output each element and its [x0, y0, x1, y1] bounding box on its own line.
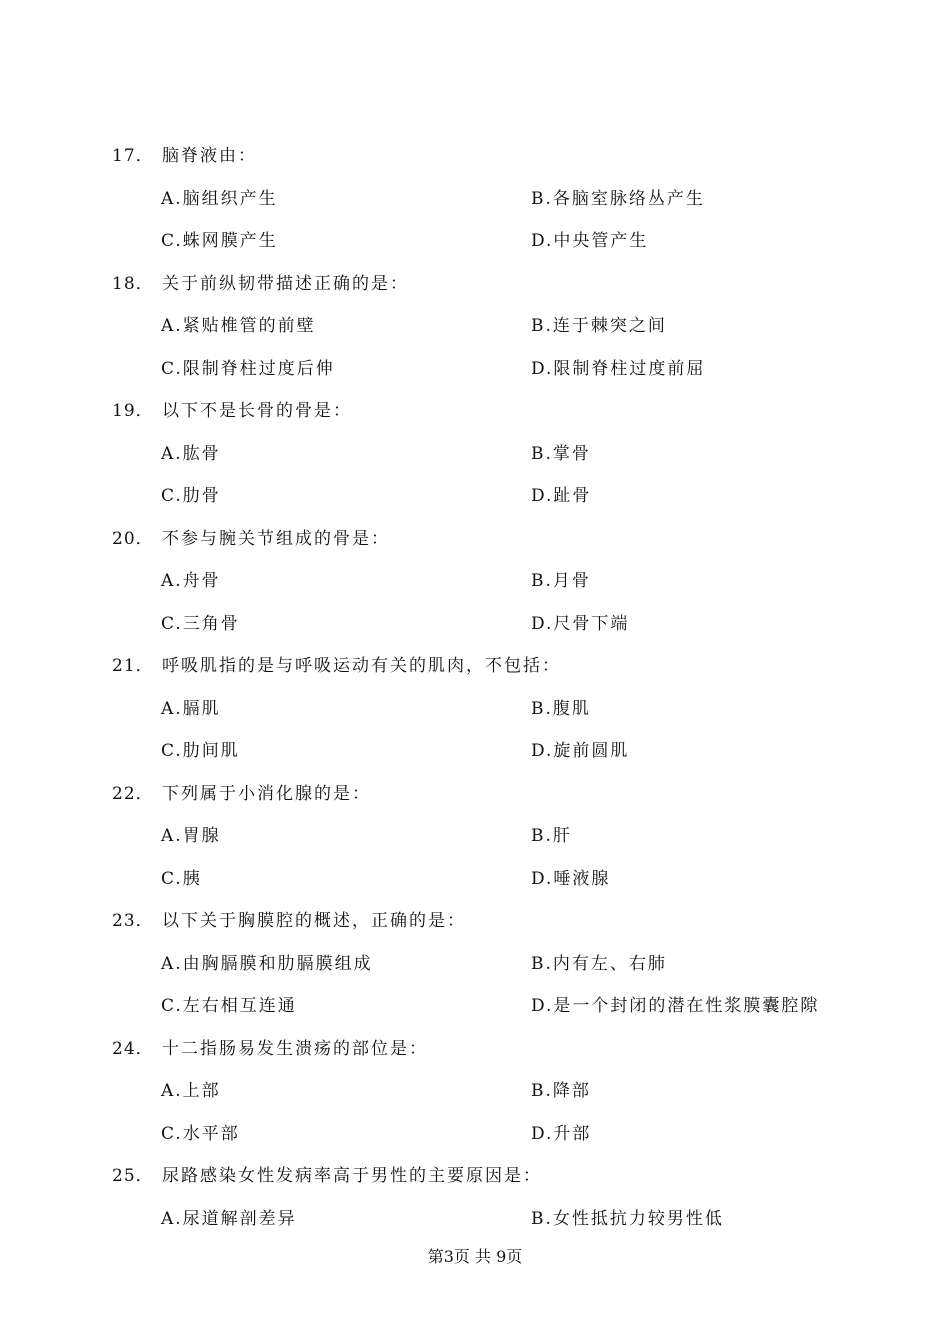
question-text: 十二指肠易发生溃疡的部位是： — [162, 1038, 428, 1059]
question-stem — [0, 1036, 950, 1079]
option-row — [0, 313, 950, 356]
option-c: C.胰 — [161, 868, 202, 889]
option-row — [0, 1078, 950, 1121]
option-row — [0, 568, 950, 611]
option-b: B.女性抵抗力较男性低 — [531, 1208, 724, 1229]
option-a: A.脑组织产生 — [161, 188, 278, 209]
option-a: A.上部 — [161, 1081, 221, 1101]
option-row — [0, 356, 950, 399]
question-stem — [0, 908, 950, 951]
option-a: A.尿道解剖差异 — [161, 1208, 297, 1229]
option-c: C.水平部 — [161, 1123, 240, 1144]
option-row — [0, 866, 950, 909]
question-text: 尿路感染女性发病率高于男性的主要原因是： — [162, 1166, 542, 1186]
option-d: D.尺骨下端 — [531, 613, 630, 634]
question-text: 脑脊液由： — [162, 146, 257, 166]
option-c: C.肋间肌 — [161, 741, 240, 761]
question-text: 呼吸肌指的是与呼吸运动有关的肌肉，不包括： — [162, 656, 561, 676]
question-list — [0, 143, 950, 1248]
option-b: B.各脑室脉络丛产生 — [531, 188, 705, 209]
option-b: B.月骨 — [531, 571, 591, 591]
option-d: D.中央管产生 — [531, 231, 649, 251]
option-b: B.内有左、右肺 — [531, 953, 667, 974]
option-a: A.肱骨 — [161, 443, 221, 464]
option-row — [0, 483, 950, 526]
question-text: 以下不是长骨的骨是： — [162, 401, 352, 421]
page-number-label: 第3页 共 9页 — [427, 1247, 523, 1266]
question-number: 23． — [112, 911, 154, 931]
option-b: B.连于棘突之间 — [531, 316, 667, 336]
option-d: D.旋前圆肌 — [531, 741, 630, 761]
question-text: 以下关于胸膜腔的概述，正确的是： — [162, 911, 466, 931]
option-row — [0, 228, 950, 271]
option-row — [0, 186, 950, 229]
option-a: A.由胸膈膜和肋膈膜组成 — [161, 953, 373, 974]
question-text: 下列属于小消化腺的是： — [162, 783, 371, 804]
option-d: D.唾液腺 — [531, 868, 611, 889]
option-b: B.腹肌 — [531, 698, 591, 719]
option-row — [0, 441, 950, 484]
question-number: 22． — [112, 783, 154, 804]
option-row — [0, 823, 950, 866]
option-row — [0, 951, 950, 994]
option-c: C.限制脊柱过度后伸 — [161, 358, 335, 379]
option-row — [0, 611, 950, 654]
option-b: B.掌骨 — [531, 443, 591, 464]
question-stem — [0, 143, 950, 186]
option-c: C.左右相互连通 — [161, 996, 297, 1016]
option-b: B.肝 — [531, 826, 572, 846]
question-stem — [0, 653, 950, 696]
option-c: C.三角骨 — [161, 613, 240, 634]
question-stem — [0, 781, 950, 824]
option-b: B.降部 — [531, 1081, 591, 1101]
question-number: 25． — [112, 1166, 154, 1186]
option-c: C.蛛网膜产生 — [161, 231, 278, 251]
option-row — [0, 696, 950, 739]
option-a: A.膈肌 — [161, 698, 221, 719]
option-a: A.胃腺 — [161, 826, 221, 846]
option-row — [0, 1121, 950, 1164]
page-footer — [0, 1244, 950, 1267]
question-number: 21． — [112, 656, 154, 676]
option-d: D.升部 — [531, 1123, 592, 1144]
option-d: D.趾骨 — [531, 486, 592, 506]
option-c: C.肋骨 — [161, 486, 221, 506]
option-d: D.是一个封闭的潜在性浆膜囊腔隙 — [531, 996, 820, 1016]
option-row — [0, 738, 950, 781]
question-number: 24． — [112, 1038, 154, 1059]
question-stem — [0, 398, 950, 441]
question-text: 关于前纵韧带描述正确的是： — [162, 273, 409, 294]
question-text: 不参与腕关节组成的骨是： — [162, 528, 390, 549]
option-a: A.紧贴椎管的前壁 — [161, 316, 316, 336]
question-number: 18． — [112, 273, 154, 294]
question-number: 17． — [112, 146, 154, 166]
option-row — [0, 993, 950, 1036]
question-number: 19． — [112, 401, 154, 421]
question-stem — [0, 1163, 950, 1206]
option-a: A.舟骨 — [161, 571, 221, 591]
question-stem — [0, 271, 950, 314]
question-number: 20． — [112, 528, 154, 549]
option-row — [0, 1206, 950, 1249]
question-stem — [0, 526, 950, 569]
option-d: D.限制脊柱过度前屈 — [531, 358, 706, 379]
